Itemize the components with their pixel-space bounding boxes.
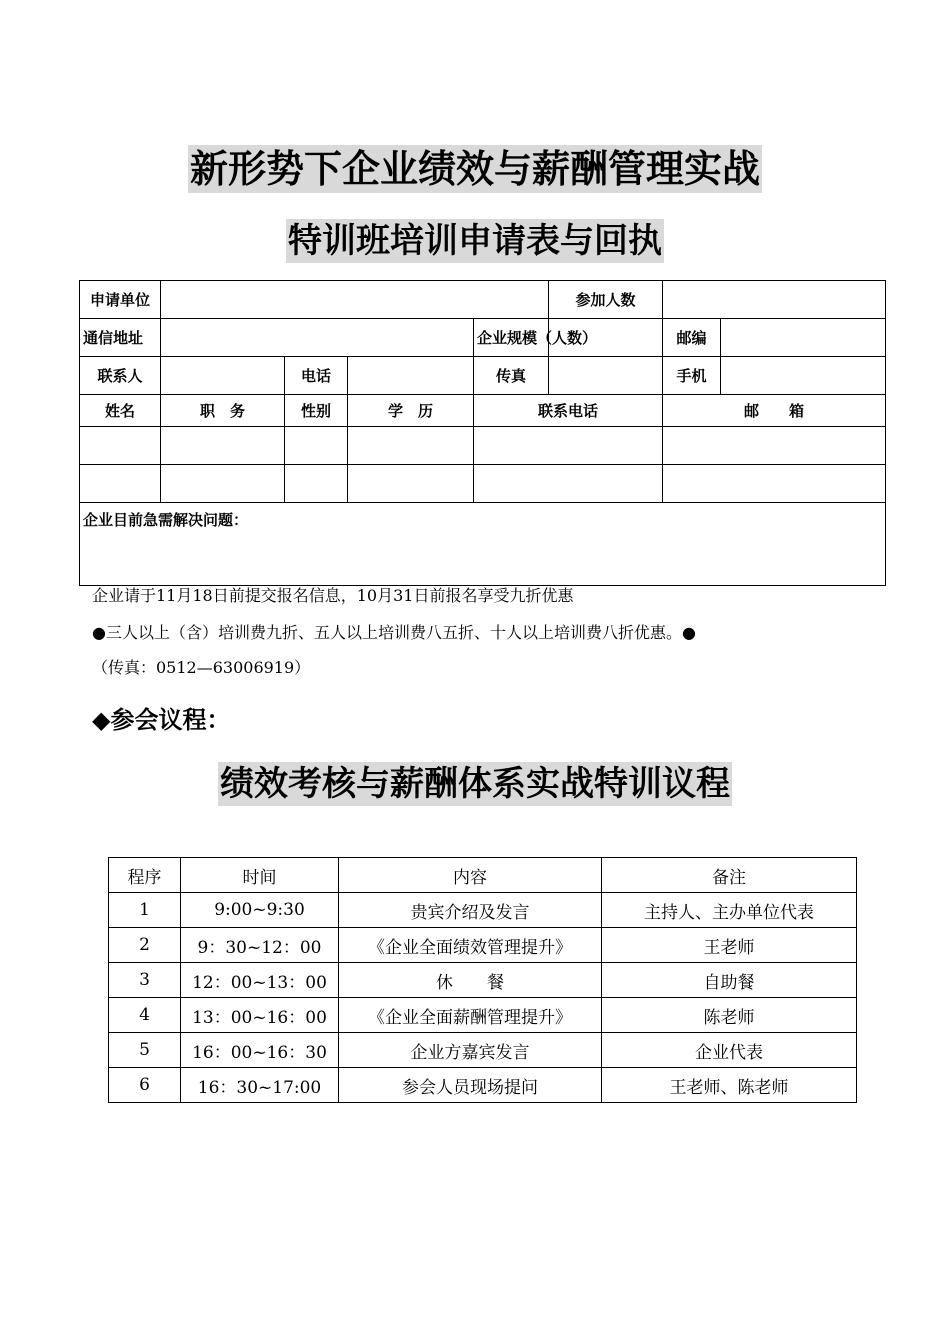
order-cell: 4	[109, 998, 181, 1033]
table-row	[109, 998, 857, 1033]
content-cell: 休 餐	[339, 963, 602, 998]
mobile-field[interactable]	[721, 357, 886, 395]
table-row	[109, 963, 857, 998]
order-header: 程序	[109, 858, 181, 893]
schedule-header-row	[109, 858, 857, 893]
order-cell: 3	[109, 963, 181, 998]
remark-cell: 自助餐	[602, 963, 857, 998]
attendee-email-field[interactable]	[663, 427, 886, 465]
content-cell: 参会人员现场提问	[339, 1068, 602, 1103]
mobile-label: 手机	[663, 357, 721, 395]
table-row	[109, 928, 857, 963]
time-cell: 9:00~9:30	[181, 893, 339, 928]
table-row	[109, 893, 857, 928]
attendee-education-field[interactable]	[348, 465, 474, 503]
time-cell: 16：00~16：30	[181, 1033, 339, 1068]
time-cell: 13：00~16：00	[181, 998, 339, 1033]
fax-label: 传真	[474, 357, 549, 395]
attendee-gender-field[interactable]	[285, 427, 348, 465]
discount-note: ●三人以上（含）培训费九折、五人以上培训费八五折、十人以上培训费八折优惠。●	[92, 623, 696, 642]
phone-label: 电话	[285, 357, 348, 395]
remark-cell: 王老师	[602, 928, 857, 963]
attendee-name-field[interactable]	[80, 465, 161, 503]
contact-phone-header: 联系电话	[474, 395, 663, 427]
postcode-label: 邮编	[663, 319, 721, 357]
company-size-label: 企业规模（人数）	[474, 319, 549, 357]
attendee-gender-field[interactable]	[285, 465, 348, 503]
content-cell: 《企业全面薪酬管理提升》	[339, 998, 602, 1033]
fax-field[interactable]	[549, 357, 663, 395]
remark-cell: 陈老师	[602, 998, 857, 1033]
attendee-education-field[interactable]	[348, 427, 474, 465]
content-cell: 贵宾介绍及发言	[339, 893, 602, 928]
table-row	[109, 1068, 857, 1103]
content-cell: 企业方嘉宾发言	[339, 1033, 602, 1068]
order-cell: 2	[109, 928, 181, 963]
remark-cell: 主持人、主办单位代表	[602, 893, 857, 928]
remark-cell: 王老师、陈老师	[602, 1068, 857, 1103]
page-subtitle	[0, 213, 950, 262]
attendee-name-field[interactable]	[80, 427, 161, 465]
position-header: 职 务	[161, 395, 285, 427]
phone-field[interactable]	[348, 357, 474, 395]
contact-field[interactable]	[161, 357, 285, 395]
applicant-unit-label: 申请单位	[80, 281, 161, 319]
attendee-position-field[interactable]	[161, 465, 285, 503]
remark-cell: 企业代表	[602, 1033, 857, 1068]
page-title-text: 新形势下企业绩效与薪酬管理实战	[189, 147, 760, 191]
address-field[interactable]	[161, 319, 474, 357]
participants-field[interactable]	[663, 281, 886, 319]
order-cell: 1	[109, 893, 181, 928]
applicant-unit-field[interactable]	[161, 281, 549, 319]
participants-label: 参加人数	[549, 281, 663, 319]
gender-header: 性别	[285, 395, 348, 427]
problem-label: 企业目前急需解决问题：	[83, 511, 249, 529]
content-cell: 《企业全面绩效管理提升》	[339, 928, 602, 963]
schedule-table	[108, 857, 857, 1103]
fax-note: （传真：0512—63006919）	[92, 658, 311, 677]
order-cell: 5	[109, 1033, 181, 1068]
problem-field[interactable]	[80, 503, 886, 586]
content-header: 内容	[339, 858, 602, 893]
postcode-field[interactable]	[721, 319, 886, 357]
attendee-phone-field[interactable]	[474, 427, 663, 465]
agenda-heading: ◆参会议程：	[92, 706, 231, 734]
application-form	[79, 280, 886, 586]
education-header: 学 历	[348, 395, 474, 427]
order-cell: 6	[109, 1068, 181, 1103]
time-header: 时间	[181, 858, 339, 893]
time-cell: 9：30~12：00	[181, 928, 339, 963]
deadline-note: 企业请于11月18日前提交报名信息，10月31日前报名享受九折优惠	[92, 586, 574, 605]
attendee-phone-field[interactable]	[474, 465, 663, 503]
page-subtitle-text: 特训班培训申请表与回执	[288, 221, 662, 261]
attendee-email-field[interactable]	[663, 465, 886, 503]
time-cell: 16：30~17:00	[181, 1068, 339, 1103]
attendee-position-field[interactable]	[161, 427, 285, 465]
remark-header: 备注	[602, 858, 857, 893]
page-title	[0, 138, 950, 193]
contact-label: 联系人	[80, 357, 161, 395]
email-header: 邮 箱	[663, 395, 886, 427]
name-header: 姓名	[80, 395, 161, 427]
address-label: 通信地址	[80, 319, 161, 357]
time-cell: 12：00~13：00	[181, 963, 339, 998]
table-row	[109, 1033, 857, 1068]
agenda-title-text: 绩效考核与薪酬体系实战特训议程	[220, 764, 730, 804]
agenda-title	[0, 756, 950, 805]
